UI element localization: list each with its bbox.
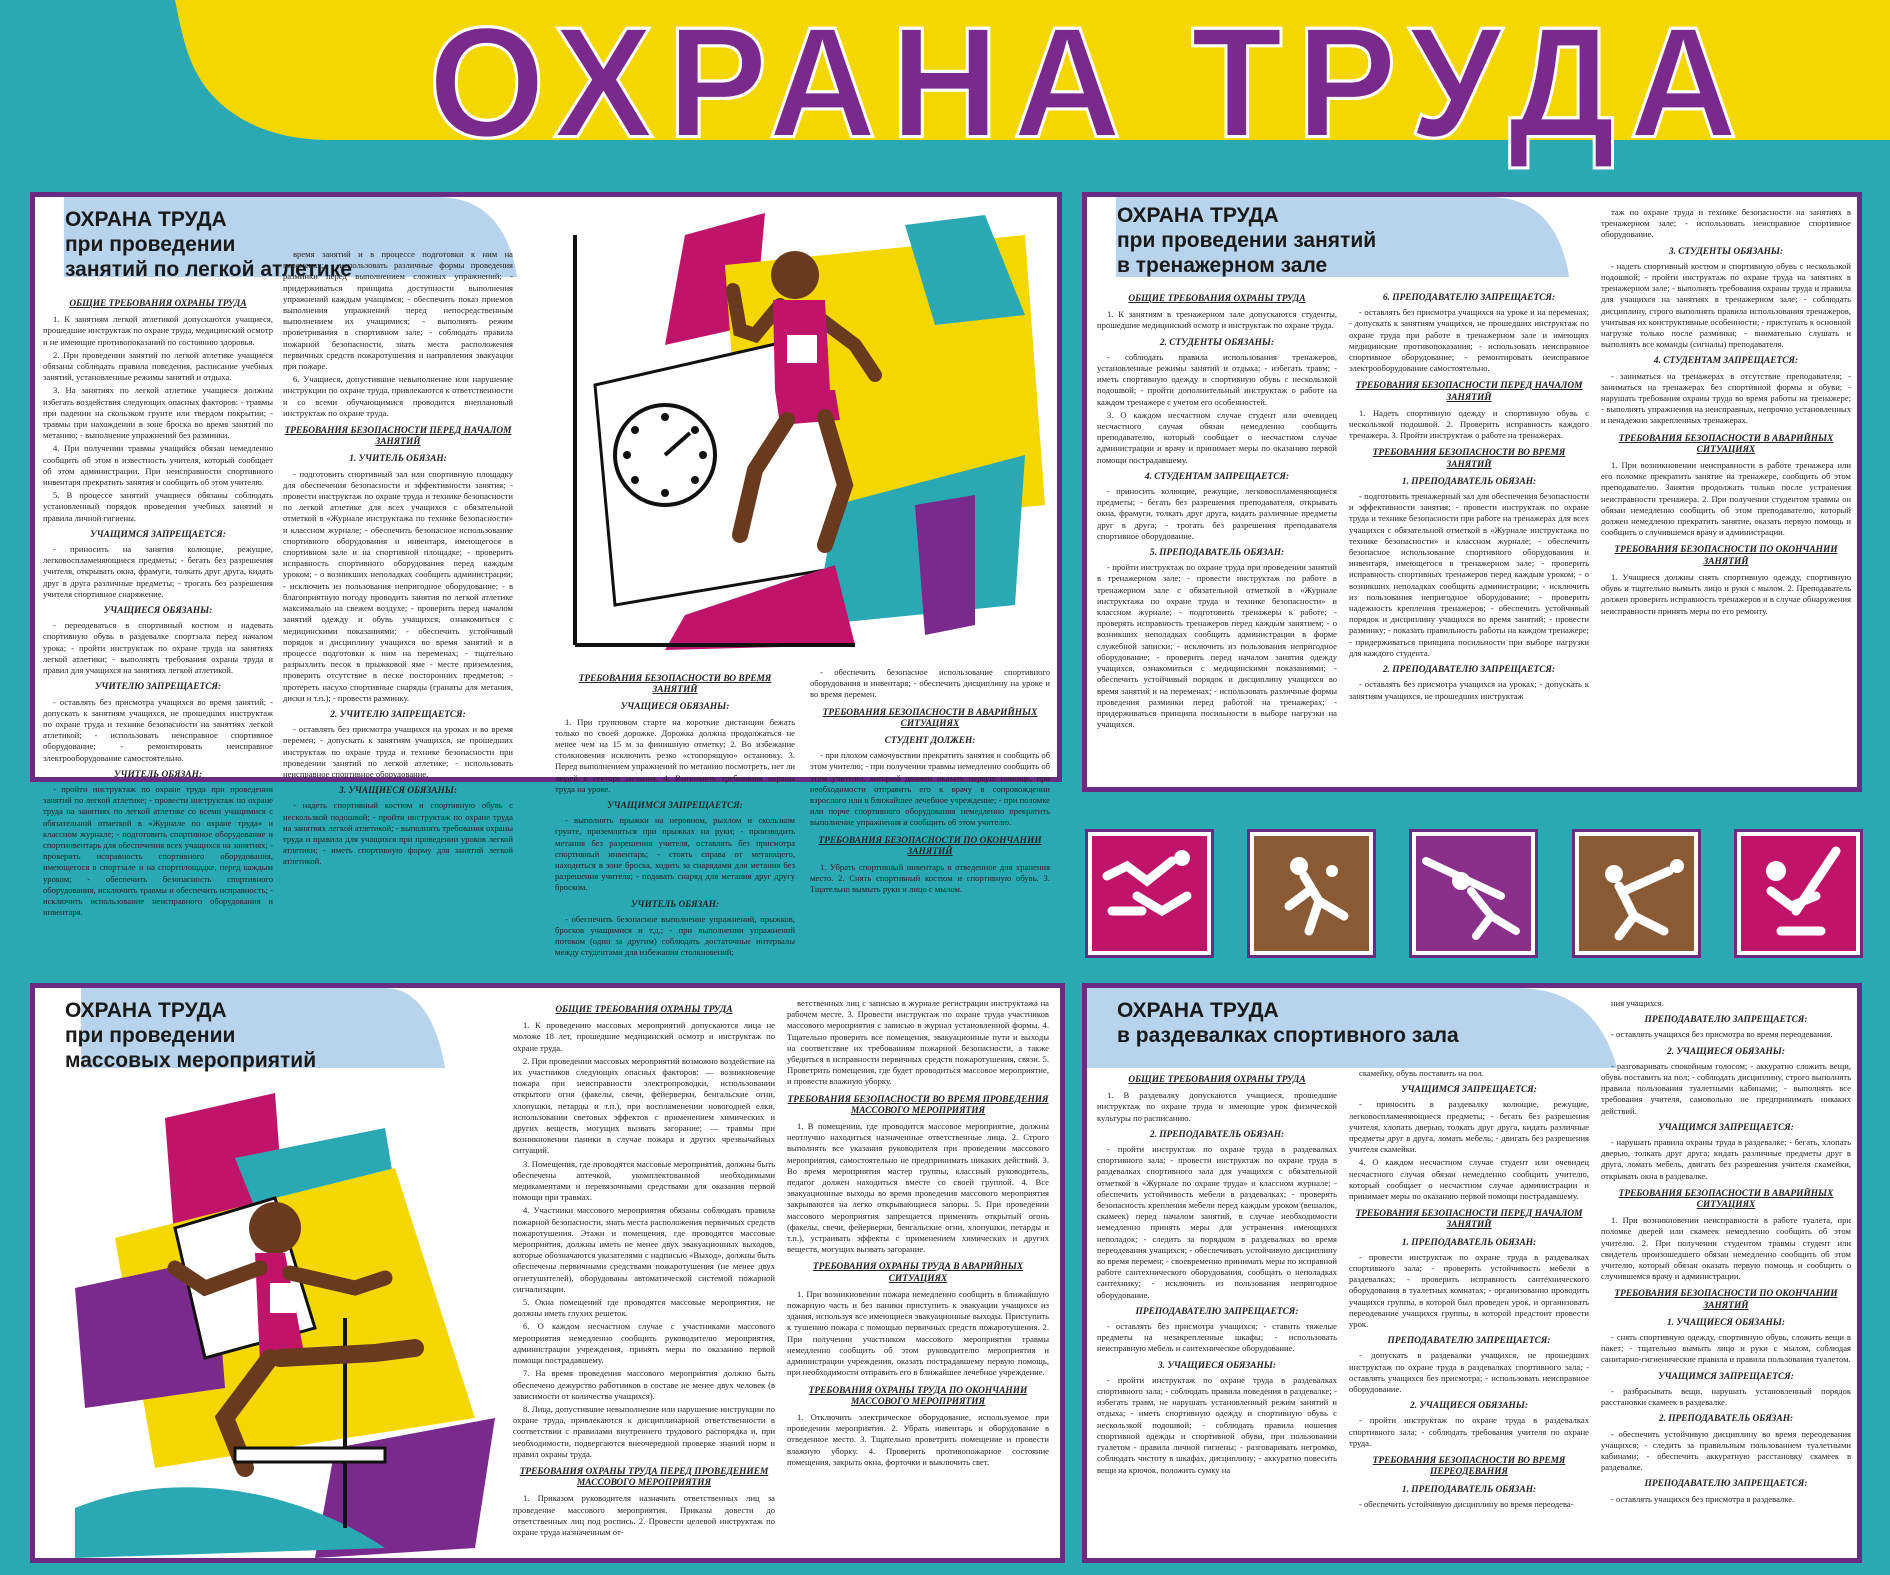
paragraph: 7. На время проведения массового мероприятия должно быть обеспечено дежурство работников в составе не менее двух человек (в зависимости от количества учащихся). xyxy=(513,1368,775,1401)
section-heading: ТРЕБОВАНИЯ БЕЗОПАСНОСТИ ПО ОКОНЧАНИИ ЗАНЯТИЙ xyxy=(818,835,1042,857)
paragraph: - оставлять учащихся без присмотра в раздевалке. xyxy=(1611,1493,1795,1504)
section-heading: ТРЕБОВАНИЯ БЕЗОПАСНОСТИ ВО ВРЕМЯ ПЕРЕОДЕВАНИЯ xyxy=(1372,1456,1566,1478)
panel-title: ОХРАНА ТРУДА при проведении занятий в тренажерном зале xyxy=(1117,204,1377,277)
paragraph: 1. При групповом старте на короткие дистанции бежать только по своей дорожке. Дорожка должна продолжаться не менее чем на 15 м за финишную отметку; 2. Во избежание столкновения исключить резко «стопорящую» остановку. 3. Перед выполнением упражнений по метанию посмотреть, нет ли людей в секторе метания. 4. Выполнять требования охраны труда на уроке. xyxy=(555,716,795,794)
subsection-heading: УЧИТЕЛЬ ОБЯЗАН: xyxy=(630,899,720,910)
text-column xyxy=(555,667,795,958)
text-column xyxy=(1601,207,1851,787)
section-heading: ТРЕБОВАНИЯ ОХРАНЫ ТРУДА ПЕРЕД ПРОВЕДЕНИЕМ МАССОВОГО МЕРОПРИЯТИЯ xyxy=(519,1466,769,1489)
panel-title: ОХРАНА ТРУДА при проведении массовых мероприятий xyxy=(65,999,317,1072)
paragraph: - пройти инструктаж по охране труда в раздевалках спортивного зала; - соблюдать требования учителя по охране труда. xyxy=(1349,1415,1589,1448)
paragraph: 4. Участники массового мероприятия обязаны соблюдать правила пожарной безопасности, знать места расположения первичных средств пожаротушения. Этажи и помещения, где проводятся массовые мероприятия, должны иметь не менее двух эвакуационных выходов, которые обозначаются указателями с надписью «Выход», должны быть обеспечены первичными средствами пожаротушения (не менее двух огнетушителей), оборудованы автоматической системой пожарной сигнализации. xyxy=(513,1205,775,1294)
paragraph: - оставлять учащихся без присмотра во время переодевания. xyxy=(1611,1029,1833,1040)
javelin-icon xyxy=(1412,832,1535,955)
subsection-heading: 3. УЧАЩИЕСЯ ОБЯЗАНЫ: xyxy=(1157,1360,1277,1371)
paragraph: - соблюдать правила использования тренажеров, установленные режимы занятий и отдыха; - избегать травм; - иметь спортивную одежду и спортивную обувь с нескользкой подошвой; - пройти дополнительный инструктаж о работе на каждом тренажере с учетом его особенностей. xyxy=(1097,351,1337,407)
section-heading: ТРЕБОВАНИЯ БЕЗОПАСНОСТИ ПО ОКОНЧАНИИ ЗАНЯТИЙ xyxy=(1614,1289,1838,1311)
subsection-heading: 3. УЧАЩИЕСЯ ОБЯЗАНЫ: xyxy=(338,786,458,797)
paragraph: 1. При возникновении неисправности в работе тренажера или его поломке прекратить занятие на тренажере, сообщить об этом преподавателю. Занятия продолжать только после устранения неисправности тренажера. 2. При получении студентом травмы он обязан немедленно сообщить об этом преподавателю, который должен немедленно прекратить занятие, оказать первую помощь и сообщить о случившемся врачу и администрации. xyxy=(1601,460,1851,538)
subsection-heading: ПРЕПОДАВАТЕЛЮ ЗАПРЕЩАЕТСЯ: xyxy=(1135,1306,1299,1317)
paragraph: - пройти инструктаж по охране труда при проведении занятий по легкой атлетике; - провести инструктаж по охране труда на занятиях по легкой атлетике со всеми учащимися с обязательной отметкой в «Журнале по охране труда» и классном журнале; - подготовить спортивное оборудование и спортинвентарь для обеспечения всех учащихся на занятиях; - проверить исправность спортивного оборудования, имеющегося в спортзале и на спортплощадке, перед каждым уроком; - обеспечить безопасность спортивного оборудования, исключить травмы и обеспечить исправность; - исключить использование неисправного оборудования и инвентаря. xyxy=(43,783,273,918)
subsection-heading: УЧАЩИМСЯ ЗАПРЕЩАЕТСЯ: xyxy=(90,529,226,540)
subsection-heading: УЧАЩИМСЯ ЗАПРЕЩАЕТСЯ: xyxy=(1401,1085,1537,1096)
panel-title: ОХРАНА ТРУДА при проведении занятий по легкой атлетике xyxy=(65,208,352,281)
subsection-heading: 2. ПРЕПОДАВАТЕЛЬ ОБЯЗАН: xyxy=(1149,1129,1285,1140)
paragraph: - пройти инструктаж по охране труда в раздевалках спортивного зала; - провести инструктаж по охране труда в раздевалках спортивного зала для учащихся с обязательной отметкой в «Журнале по охране труда» и классном журнале; - обеспечить устойчивость мебели в раздевалках; - проверять безопасность крепления мебели перед каждым уроком (вешалок, скамеек) перед началом занятий, в случае необходимости немедленно принять меры для устранения имеющихся неполадок; - следить за порядком в раздевалках во время переодевания учащихся; - обеспечивать устойчивую дисциплину во время перемен; - своевременно принимать меры по исправной работе сантехнического оборудования, сообщать о неполадках сантехнику; - исключить из пользования непригодное оборудование. xyxy=(1097,1144,1337,1300)
subsection-heading: 5. ПРЕПОДАВАТЕЛЬ ОБЯЗАН: xyxy=(1149,548,1285,559)
text-column xyxy=(1601,998,1851,1558)
paragraph: 6. О каждом несчастном случае с участниками массового мероприятия немедленно сообщить руководителю мероприятия, администрации учреждения, принять меры по оказанию первой помощи пострадавшему. xyxy=(513,1321,775,1366)
paragraph: 5. В процессе занятий учащиеся обязаны соблюдать установленный порядок проведения учебных занятий и правила личной гигиены. xyxy=(43,490,273,523)
paragraph: 2. При проведении массовых мероприятий возможно воздействие на их участников следующих опасных факторов: — возникновение пожара при неисправности электропроводки, использовании открытого огня (факелы, свечи, фейерверки, бенгальские огни, хлопушки, петарды и т.п.), при воспламенении новогодней елки, использовании световых эффектов с применением химических и других веществ, могущих вызвать загорание; — травмы при возникновении паники в случае пожара и других чрезвычайных ситуаций. xyxy=(513,1055,775,1156)
paragraph: 1. К занятиям в тренажерном зале допускаются студенты, прошедшие медицинский осмотр и инструктаж по охране труда. xyxy=(1097,309,1337,331)
subsection-heading: ПРЕПОДАВАТЕЛЮ ЗАПРЕЩАЕТСЯ: xyxy=(1387,1336,1551,1347)
subsection-heading: ПРЕПОДАВАТЕЛЮ ЗАПРЕЩАЕТСЯ: xyxy=(1644,1479,1808,1490)
section-heading: ТРЕБОВАНИЯ ОХРАНЫ ТРУДА ПО ОКОНЧАНИИ МАССОВОГО МЕРОПРИЯТИЯ xyxy=(808,1385,1028,1407)
paragraph: 1. При возникновении неисправности в работе туалета, при поломке дверей или скамеек немедленно сообщить об этом учителю. 2. При получении студентом травмы студент или свидетель произошедшего обязан немедленно сообщить об этом учителю, который обязан оказать первую помощь и сообщить о случившемся врачу и администрации. xyxy=(1601,1215,1851,1282)
paragraph: - оставлять без присмотра учащихся на уроке и на переменах; - допускать к занятиям учащихся, не прошедших инструктаж по охране труда при работе в тренажерном зале и имеющих медицинские противопоказания; - использовать неисправное спортивное оборудование; - ремонтировать неисправное электрооборудование самостоятельно. xyxy=(1349,307,1589,374)
panel-title: ОХРАНА ТРУДА в раздевалках спортивного зала xyxy=(1117,999,1459,1047)
subsection-heading: УЧИТЕЛЬ ОБЯЗАН: xyxy=(113,769,203,780)
text-column xyxy=(1349,1068,1589,1558)
section-heading: ТРЕБОВАНИЯ БЕЗОПАСНОСТИ В АВАРИЙНЫХ СИТУАЦИЯХ xyxy=(1618,433,1834,455)
section-heading: ТРЕБОВАНИЯ БЕЗОПАСНОСТИ ВО ВРЕМЯ ЗАНЯТИЙ xyxy=(1372,448,1566,470)
paragraph: 1. Учащиеся должны снять спортивную одежду, спортивную обувь и тщательно вымыть лицо и руки с мылом. 2. Преподаватель должен проверить исправность тренажеров и в случае обнаружения неисправности принять меры по его ремонту. xyxy=(1601,571,1851,616)
paragraph: - разговаривать спокойным голосом; - аккуратно сложить вещи, обувь поставить на пол; - соблюдать дисциплину, строго выполнять правила пользования туалетными кабинами; - выполнять все требования учителя, самовольно не предпринимать никаких действий. xyxy=(1601,1060,1851,1116)
text-column xyxy=(1349,287,1589,787)
paragraph: - пройти инструктаж по охране труда при проведении занятий в тренажерном зале; - провести инструктаж по работе в тренажерном зале с обязательной отметкой в «Журнале инструктажа по охране труда и технике безопасности» и классном журнале; - подготовить тренажеры к работе; - проверять исправность тренажеров перед каждым занятием; - о возникших неполадках сообщить администрации в форме служебной записки; - исключить из пользования непригодное оборудование; - проверить перед началом занятия одежду учащихся, ознакомиться с медицинскими показаниями; - обеспечить устойчивый порядок и дисциплину учащихся во время занятий и на переменах; - использовать различные формы проведения разминки перед работой на тренажерах; - придерживаться принципа посильности в выборе нагрузки на учащихся. xyxy=(1097,562,1337,730)
paragraph: 2. При проведении занятий по легкой атлетике учащиеся обязаны соблюдать правила поведения, расписание учебных занятий, установленные режимы занятий и отдыха. xyxy=(43,349,273,383)
hammer-throw-icon xyxy=(1575,832,1698,955)
text-column xyxy=(1097,1068,1337,1558)
pole-vault-icon xyxy=(1737,832,1860,955)
paragraph: 3. На занятиях по легкой атлетике учащиеся должны избегать воздействия следующих опасных факторов: - травмы при падении на скользком грунте или твердом покрытии; - травмы при нахождении в зоне броска во время занятий по метанию; - выполнение упражнений без разминки. xyxy=(43,385,273,441)
paragraph: 1. Приказом руководителя назначить ответственных лиц за проведение массового мероприятия. Приказы довести до ответственных лиц под роспись. 2. Провести целевой инструктаж по охране труда назначенным от- xyxy=(513,1493,775,1537)
section-heading: ОБЩИЕ ТРЕБОВАНИЯ ОХРАНЫ ТРУДА xyxy=(1128,1075,1306,1085)
subsection-heading: УЧАЩИЕСЯ ОБЯЗАНЫ: xyxy=(620,702,730,713)
shot-put-icon xyxy=(1250,832,1373,955)
panel-locker-rooms xyxy=(1082,983,1862,1563)
paragraph: 1. В помещении, где проводится массовое мероприятие, должны неотлучно находиться назначенные ответственные лица. 2. Строго выполнять все указания руководителя при проведении массового мероприятия, самостоятельно не предпринимать никаких действий. 3. Во время мероприятия мастер группы, классный руководитель, педагог должен находиться вместе со своей группой. 4. Все эвакуационные выходы во время проведения массового мероприятия закрываются на легко открывающиеся запоры. 5. При проведении массового мероприятия запрещается применять открытый огонь (факелы, свечи, фейерверки, бенгальские огни, хлопушки, петарды и т.п.), устраивать эффекты с применением химических и других веществ, могущих вызвать загорание. xyxy=(787,1121,1049,1255)
paragraph: 3. Помещения, где проводятся массовые мероприятия, должны быть обеспечены аптечкой, укомплектованной необходимыми медикаментами и перевязочными средствами для оказания первой помощи при травмах. xyxy=(513,1158,775,1203)
subsection-heading: 3. СТУДЕНТЫ ОБЯЗАНЫ: xyxy=(1668,246,1784,257)
subsection-heading: 1. ПРЕПОДАВАТЕЛЬ ОБЯЗАН: xyxy=(1401,476,1537,487)
subsection-heading: УЧАЩИЕСЯ ОБЯЗАНЫ: xyxy=(103,606,213,617)
text-column xyxy=(43,292,273,918)
subsection-heading: 4. СТУДЕНТАМ ЗАПРЕЩАЕТСЯ: xyxy=(1144,471,1290,482)
athletics-hurdles-icon xyxy=(1088,832,1211,955)
paragraph: 1. Надеть спортивную одежду и спортивную обувь с нескользкой подошвой. 2. Проверить исправность каждого тренажера. 3. Пройти инструктаж о работе на тренажерах. xyxy=(1349,407,1589,441)
subsection-heading: 1. ПРЕПОДАВАТЕЛЬ ОБЯЗАН: xyxy=(1401,1484,1537,1495)
section-heading: ТРЕБОВАНИЯ БЕЗОПАСНОСТИ ПЕРЕД НАЧАЛОМ ЗАНЯТИЙ xyxy=(1355,1209,1583,1231)
paragraph: время занятий и в процессе подготовки к ним на переменах; - использовать различные формы проведения разминки перед выполнением сложных упражнений; - придерживаться принципа доступности выполнения упражнений каждым учащимся; - обеспечить показ приемов выполнения упражнений перед непосредственным выполнением их учащимися; - выполнять режим проветривания в спортивном зале; - соблюдать правила пожарной безопасности, знать места расположения первичных средств пожаротушения и направления эвакуации при пожаре. xyxy=(283,249,513,372)
subsection-heading: 1. ПРЕПОДАВАТЕЛЬ ОБЯЗАН: xyxy=(1401,1237,1537,1248)
section-heading: ТРЕБОВАНИЯ БЕЗОПАСНОСТИ ПО ОКОНЧАНИИ ЗАНЯТИЙ xyxy=(1614,545,1838,567)
paragraph: - разбрасывать вещи, нарушать установленный порядок расстановки скамеек в раздевалке. xyxy=(1601,1385,1851,1408)
subsection-heading: 2. СТУДЕНТЫ ОБЯЗАНЫ: xyxy=(1159,337,1275,348)
section-heading: ТРЕБОВАНИЯ БЕЗОПАСНОСТИ В АВАРИЙНЫХ СИТУАЦИЯХ xyxy=(822,707,1038,729)
paragraph: - оставлять без присмотра учащихся на уроках и во время перемен; - допускать к занятиям учащихся, не прошедших инструктаж по охране труда и технике безопасности при проведении занятий по легкой атлетике; - использовать неисправное спортивное оборудование. xyxy=(283,724,513,779)
paragraph: - пройти инструктаж по охране труда в раздевалках спортивного зала; - соблюдать правила поведения в раздевалке; - избегать травм, не нарушать установленный режим занятий и отдыха; - иметь спортивную одежду и спортивную обувь с нескользкой подошвой; - соблюдать правила ношения спортивной одежды и спортивной обуви, при пользовании туалетом - правила личной гигиены; - разговаривать негромко, соблюдать чистоту в шкафах, дисциплину; - аккуратно повесить вещи на крючок, положить сумку на xyxy=(1097,1374,1337,1475)
subsection-heading: 6. ПРЕПОДАВАТЕЛЮ ЗАПРЕЩАЕТСЯ: xyxy=(1382,293,1556,303)
subsection-heading: УЧИТЕЛЮ ЗАПРЕЩАЕТСЯ: xyxy=(94,682,222,693)
section-heading: ОБЩИЕ ТРЕБОВАНИЯ ОХРАНЫ ТРУДА xyxy=(69,299,247,309)
text-column xyxy=(283,249,513,867)
paragraph: - приносить в раздевалку колющие, режущие, легковоспламеняющиеся предметы; - бегать без разрешения учителя, хлопать дверью, толкать друг друга, кидать различные предметы друг в друга, ломать мебель; - двигать без разрешения учителя скамейки. xyxy=(1349,1099,1589,1155)
paragraph: - обеспечить безопасное использование спортивного оборудования и инвентаря; - обеспечить дисциплину на уроке и во время перемен. xyxy=(810,667,1050,700)
paragraph: - снять спортивную одежду, спортивную обувь, сложить вещи в пакет; - тщательно вымыть лицо и руки с мылом, соблюдая санитарно-гигиенические правила и правила пользования туалетом. xyxy=(1601,1332,1851,1365)
text-column xyxy=(810,667,1050,895)
subsection-heading: СТУДЕНТ ДОЛЖЕН: xyxy=(884,736,976,747)
paragraph: 1. Отключить электрическое оборудование, используемое при проведении мероприятия. 2. Убрать инвентарь и оборудование в отведенное место. 3. Тщательно проветрить помещение и провести влажную уборку. 4. Проверить противопожарное состояние помещения, закрыть окна, форточки и выключить свет. xyxy=(787,1411,1049,1467)
section-heading: ТРЕБОВАНИЯ БЕЗОПАСНОСТИ ВО ВРЕМЯ ПРОВЕДЕНИЯ МАССОВОГО МЕРОПРИЯТИЯ xyxy=(787,1094,1049,1116)
section-heading: ТРЕБОВАНИЯ БЕЗОПАСНОСТИ ВО ВРЕМЯ ЗАНЯТИЙ xyxy=(578,674,772,696)
subsection-heading: 2. УЧАЩИЕСЯ ОБЯЗАНЫ: xyxy=(1409,1401,1529,1412)
paragraph: - нарушать правила охраны труда в раздевалке; - бегать, хлопать дверью, толкать друг друга; кидать различные предметы друг в друга, ломать мебель, двигать без разрешения учителя скамейки, открывать окна в раздевалке. xyxy=(1601,1137,1851,1181)
paragraph: - оставлять без присмотра учащихся на уроках; - допускать к занятиям учащихся, не прошедших инструктаж xyxy=(1349,679,1589,701)
subsection-heading: 1. УЧИТЕЛЬ ОБЯЗАН: xyxy=(349,454,447,465)
paragraph: 1. Убрать спортивный инвентарь в отведенное для хранения место. 2. Снять спортивный костюм и спортивную обувь. 3. Тщательно вымыть руки и лицо с мылом. xyxy=(810,862,1050,895)
paragraph: - обеспечить устойчивую дисциплину во время переодева- xyxy=(1359,1498,1574,1509)
text-column xyxy=(513,998,775,1558)
paragraph: 6. Учащиеся, допустившие невыполнение или нарушение инструкции по охране труда, привлекаются к ответственности и со всеми обучающимися проводится внеплановый инструктаж по охране труда. xyxy=(283,374,513,418)
subsection-heading: 1. УЧАЩИЕСЯ ОБЯЗАНЫ: xyxy=(1666,1317,1786,1328)
paragraph: - оставлять без присмотра учащихся; - ставить тяжелые предметы на незакрепленные шкафы; - использовать неисправную мебель и сантехническое оборудование. xyxy=(1097,1321,1337,1354)
subsection-heading: 2. ПРЕПОДАВАТЕЛЬ ОБЯЗАН: xyxy=(1658,1414,1794,1425)
subsection-heading: 4. СТУДЕНТАМ ЗАПРЕЩАЕТСЯ: xyxy=(1653,356,1799,367)
paragraph: 1. К занятиям легкой атлетикой допускаются учащиеся, прошедшие инструктаж по охране труда, медицинский осмотр и не имеющие противопоказаний по состоянию здоровья. xyxy=(43,314,273,347)
paragraph: - переодеваться в спортивный костюм и надевать спортивную обувь в раздевалке спортзала перед началом урока; - пройти инструктаж по охране труда на занятиях легкой атлетики; - выполнять требования охраны труда и правил для учащихся на занятиях легкой атлетикой. xyxy=(43,620,273,676)
paragraph: ния учащихся. xyxy=(1611,998,1664,1008)
paragraph: - заниматься на тренажерах в отсутствие преподавателя; - заниматься на тренажерах без спортивной формы и обуви; - нарушать требования охраны труда во время работы на тренажере; - выполнять упражнения на неисправных, непрочно установленных и ненадежно закрепленных тренажерах. xyxy=(1601,370,1851,426)
subsection-heading: 2. УЧИТЕЛЮ ЗАПРЕЩАЕТСЯ: xyxy=(330,709,466,720)
paragraph: 8. Лица, допустившие невыполнение или нарушение инструкции по охране труда, привлекаются к дисциплинарной ответственности в соответствии с правилами внутреннего трудового распорядка и, при необходимости, подвергаются внеочередной проверке знаний норм и правил охраны труда. xyxy=(513,1403,775,1459)
subsection-heading: ПРЕПОДАВАТЕЛЮ ЗАПРЕЩАЕТСЯ: xyxy=(1644,1015,1808,1026)
paragraph: - оставлять без присмотра учащихся во время занятий; - допускать к занятиям учащихся, не прошедших инструктаж по охране труда и технике безопасности на занятиях легкой атлетикой; - использовать неисправное спортивное оборудование; - ремонтировать неисправное электрооборудование самостоятельно. xyxy=(43,696,273,763)
section-heading: ОБЩИЕ ТРЕБОВАНИЯ ОХРАНЫ ТРУДА xyxy=(555,1005,733,1015)
paragraph: 4. При получении травмы учащийся обязан немедленно сообщить об этом в известность учителя, который сообщает об этом администрации. При неисправности спортивного инвентаря прекратить занятия и сообщить об этом учителю. xyxy=(43,443,273,488)
paragraph: 1. В раздевалку допускаются учащиеся, прошедшие инструктаж по охране труда и имеющие урок физической культуры по расписанию. xyxy=(1097,1090,1337,1123)
paragraph: 1. К проведению массовых мероприятий допускаются лица не моложе 18 лет, прошедшие медицинский осмотр и инструктаж по охране труда. xyxy=(513,1020,775,1053)
paragraph: - обеспечить безопасное выполнение упражнений, прыжков, бросков учащимися и т.д.; - при выполнении упражнений потоком (один за другим) соблюдать достаточные интервалы между студентами для избежания столкновений; xyxy=(555,913,795,958)
section-heading: ТРЕБОВАНИЯ ОХРАНЫ ТРУДА В АВАРИЙНЫХ СИТУАЦИЯХ xyxy=(812,1262,1024,1284)
page-title: ОХРАНА ТРУДА xyxy=(428,0,1752,171)
panel-athletics xyxy=(30,192,1062,958)
paragraph: 3. О каждом несчастном случае студент или очевидец несчастного случая обязан немедленно сообщить преподавателю, который сообщает о несчастном случае администрации и врачу и принимает меры по оказанию первой помощи пострадавшему. xyxy=(1097,409,1337,465)
subsection-heading: УЧАЩИМСЯ ЗАПРЕЩАЕТСЯ: xyxy=(1658,1371,1794,1382)
paragraph: - выполнять прыжки на неровном, рыхлом и скользком грунте, приземляться при прыжках на руки; - производить метания без разрешения учителя, оставлять без присмотра спортивный инвентарь; - стоять справа от метающего, находиться в зоне броска, ходить за снарядами для метания без разрешения учителя; - подавать снаряд для метания друг другу броском. xyxy=(555,815,795,893)
section-heading: ОБЩИЕ ТРЕБОВАНИЯ ОХРАНЫ ТРУДА xyxy=(1128,294,1306,304)
paragraph: - при плохом самочувствии прекратить занятия и сообщить об этом учителю; - при получении травмы немедленно сообщить об этом учителю, который должен оказать первую помощь, при необходимости отправить его к врачу в сопровождении взрослого или в ближайшее лечебное учреждение; - при поломке или порче спортивного оборудования немедленно прекратить выполнение упражнения и сообщить об этом учителю. xyxy=(810,750,1050,828)
paragraph: - обеспечить устойчивую дисциплину во время переодевания учащихся; - следить за правильным пользованием туалетными кабинами; - обеспечить аккуратную расстановку скамеек в раздевалке. xyxy=(1601,1428,1851,1473)
paragraph: скамейку, обувь поставить на пол. xyxy=(1359,1068,1484,1078)
text-column xyxy=(787,998,1049,1558)
subsection-heading: УЧАЩИМСЯ ЗАПРЕЩАЕТСЯ: xyxy=(607,801,743,812)
paragraph: - приносить на занятия колющие, режущие, легковоспламеняющиеся предметы; - бегать без разрешения учителя, открывать окна, фрамуги, толкать друг друга, кидать друг в друга различные предметы; - трогать без разрешения учителя спортивное снаряжение. xyxy=(43,544,273,599)
paragraph: - подготовить тренажерный зал для обеспечения безопасности и эффективности занятия; - провести инструктаж по охране труда и технике безопасности при работе на тренажерах для всех учащихся с обязательной отметкой в «Журнале инструктажа по технике безопасности» и классном журнале; - обеспечить безопасное использование спортивного оборудования и инвентаря, имеющегося в тренажерном зале; - проверить исправность спортивных тренажеров перед каждым уроком; - о возникших неполадках сообщить администрации; - исключить из пользования непригодное оборудование; - проверить надежность крепления тренажеров; - обеспечить устойчивый порядок и дисциплину учащихся во время занятий; - провести разминку; - показать правильность работы на каждом тренажере; - придерживаться принципа посильности при выборе нагрузки для каждого студента. xyxy=(1349,491,1589,658)
subsection-heading: УЧАЩИМСЯ ЗАПРЕЩАЕТСЯ: xyxy=(1658,1122,1794,1133)
paragraph: таж по охране труда и технике безопасности на занятиях в тренажерном зале; - использовать неисправное спортивное оборудование. xyxy=(1601,207,1851,240)
runner-illustration xyxy=(555,205,1055,655)
paragraph: - провести инструктаж по охране труда в раздевалках спортивного зала; - проверить устойчивость мебели в раздевалках; - проверить исправность сантехнического оборудования в туалетных комнатах; - организованно проводить учащихся группы, в которой был проведен урок, и организовать переодевание учащихся группы, в которой предстоит провести урок. xyxy=(1349,1251,1589,1330)
section-heading: ТРЕБОВАНИЯ БЕЗОПАСНОСТИ ПЕРЕД НАЧАЛОМ ЗАНЯТИЙ xyxy=(1355,381,1583,403)
paragraph: - надеть спортивный костюм и спортивную обувь с нескользкой подошвой; - пройти инструктаж по охране труда на занятиях легкой атлетикой; - выполнять требования охраны труда и правила для учащихся при проведении уроков легкой атлетики; - иметь спортивную форму для занятий легкой атлетикой. xyxy=(283,800,513,867)
paragraph: ветственных лиц с записью в журнале регистрации инструктажа на рабочем месте. 3. Провести инструктаж по охране труда участников массового мероприятия с записью в журнал установленной формы. 4. Тщательно проверить все помещения, эвакуационные пути и выходы на соответствие их требованиям пожарной безопасности, а также убедиться в исправности первичных средств пожаротушения, связи. 5. Проветрить помещения, где будет проводиться массовое мероприятие, и провести влажную уборку. xyxy=(787,998,1049,1087)
paragraph: - допускать в раздевалки учащихся, не прошедших инструктаж по охране труда в раздевалках спортивного зала; - оставлять учащихся без присмотра; - использовать неисправное оборудование. xyxy=(1349,1350,1589,1395)
panel-mass-events xyxy=(30,983,1065,1563)
paragraph: 4. О каждом несчастном случае студент или очевидец несчастного случая обязан немедленно сообщить учителю, который сообщает о несчастном случае администрации и принимает меры по оказанию первой помощи пострадавшему. xyxy=(1349,1157,1589,1202)
paragraph: - надеть спортивный костюм и спортивную обувь с нескользкой подошвой; - пройти инструктаж по охране труда на занятиях в тренажерном зале; - выполнять требования охраны труда и правила для учащихся на занятиях в тренажерном зале; - соблюдать дисциплину, строго выполнять правила использования тренажеров, учитывая их конструктивные особенности; - приступать к основной нагрузке только после разминки; - внимательно слушать и выполнять все команды (сигналы) преподавателя. xyxy=(1601,260,1851,350)
paragraph: 1. При возникновении пожара немедленно сообщить в ближайшую пожарную часть и без паники приступить к эвакуации учащихся из здания, используя все имеющиеся эвакуационные выходы. Приступить к тушению пожара с помощью первичных средств пожаротушения. 2. При получении участником массового мероприятия травмы немедленно сообщить об этом руководителю мероприятия и администрации учреждения, оказать пострадавшему первую помощь, при необходимости отправить его в ближайшее лечебное учреждение. xyxy=(787,1288,1049,1378)
subsection-heading: 2. УЧАЩИЕСЯ ОБЯЗАНЫ: xyxy=(1666,1046,1786,1057)
subsection-heading: 2. ПРЕПОДАВАТЕЛЮ ЗАПРЕЩАЕТСЯ: xyxy=(1382,665,1556,676)
paragraph: - подготовить спортивный зал или спортивную площадку для обеспечения безопасности и эффективности занятия; - провести инструктаж по охране труда и технике безопасности по легкой атлетике для всех учащихся с обязательной отметкой в «Журнале инструктажа по технике безопасности» и классном журнале; - обеспечить безопасное использование спортивного оборудования и инвентаря, имеющегося в спортивном зале и на спортивной площадке; - проверить исправность спортивного оборудования перед каждым уроком; - о возникших неполадках сообщить администрации; - исключить из пользования непригодное оборудование; - в благоприятную погоду проводить занятия по легкой атлетике максимально на свежем воздухе; - проверить перед началом занятий одежду и обувь учащихся, ознакомиться с медицинскими показаниями; - обеспечить устойчивый порядок и дисциплину учащихся во время занятий и в процессе подготовки к ним на переменах; - тщательно разрыхлить песок в прыжковой яме - месте приземления, проверить отсутствие в песке посторонних предметов; - протереть насухо спортивные снаряды (гранаты для метания, диски и т.п.); - провести разминку. xyxy=(283,468,513,703)
text-column xyxy=(1097,287,1337,787)
section-heading: ТРЕБОВАНИЯ БЕЗОПАСНОСТИ ПЕРЕД НАЧАЛОМ ЗАНЯТИЙ xyxy=(284,426,512,448)
paragraph: 5. Окна помещений где проводятся массовые мероприятия, не должны иметь глухих решеток. xyxy=(513,1297,775,1319)
panel-gym xyxy=(1082,192,1862,792)
hurdler-illustration xyxy=(55,1088,495,1558)
paragraph: - приносить колющие, режущие, легковоспламеняющиеся предметы; - бегать без разрешения преподавателя, открывать окна, фрамуги, толкать друг друга, кидать различные предметы друг в друга; - трогать без разрешения преподавателя спортивное оборудование. xyxy=(1097,486,1337,541)
section-heading: ТРЕБОВАНИЯ БЕЗОПАСНОСТИ В АВАРИЙНЫХ СИТУАЦИЯХ xyxy=(1618,1188,1834,1211)
